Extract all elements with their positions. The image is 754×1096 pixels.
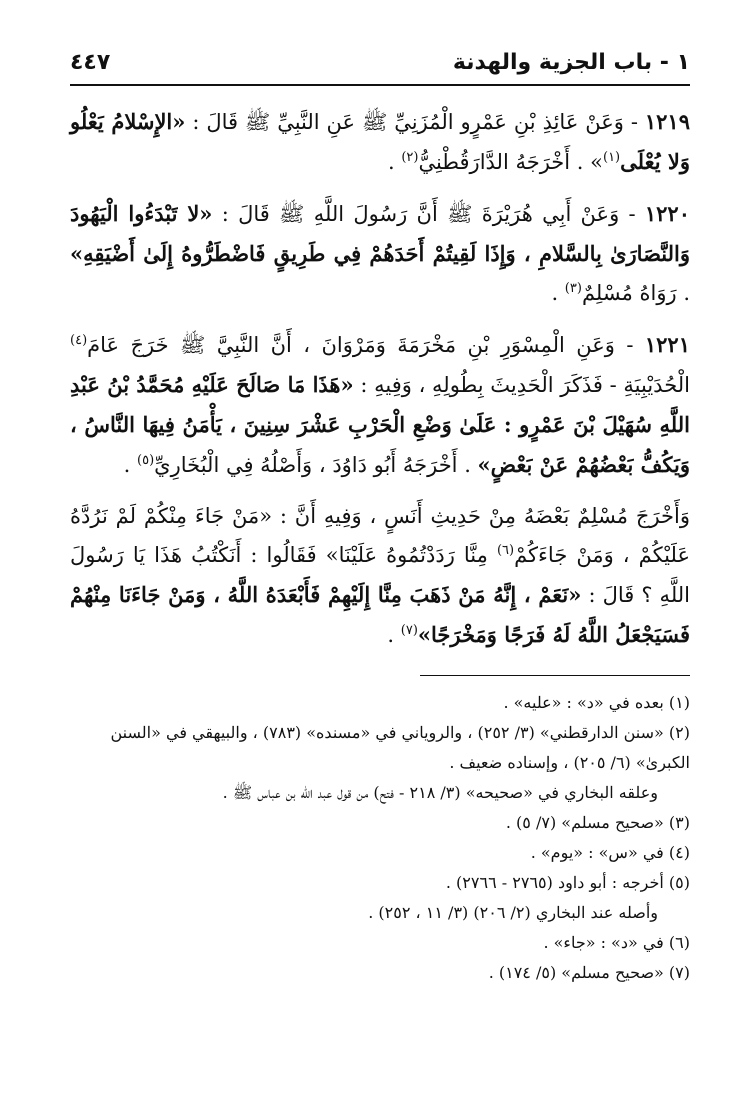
page-header	[70, 40, 690, 86]
footnote-continuation: وأصله عند البخاري (٢/ ٢٠٦) (٣/ ١١ ، ٢٥٢) .	[368, 903, 658, 922]
page-number: ٤٤٧	[70, 50, 111, 75]
main-text	[70, 102, 690, 655]
hadith-1221	[70, 325, 690, 485]
narration-text: مِنَّا رَدَدْتُمُوهُ عَلَيْنَا» فَقَالُوا : أَنَكْتُبُ هَذَا يَا رَسُولَ اللَّهِ ؟ قَالَ :	[70, 543, 691, 607]
footnote-marker: (٦)	[496, 543, 515, 558]
footnote: (٢) «سنن الدارقطني» (٣/ ٢٥٢) ، والروياني في «مسنده» (٧٨٣) ، والبيهقي في «السنن الكبرىٰ» (٦/ ٢٠٥) ، وإسناده ضعيف .	[110, 723, 690, 772]
hadith-text: الْحُدَيْبِيَةِ - فَذَكَرَ الْحَدِيثَ بِطُولِهِ ، وَفِيهِ :	[353, 373, 690, 397]
narration-text: .	[387, 623, 401, 647]
hadith-number: ١٢٢٠	[644, 201, 690, 226]
footnote: (٣) «صحيح مسلم» (٧/ ٥) .	[505, 813, 690, 832]
footnote-marker: (١)	[602, 150, 621, 165]
footnote: (٧) «صحيح مسلم» (٥/ ١٧٤) .	[488, 963, 690, 982]
hadith-text: . رَوَاهُ مُسْلِمٌ	[581, 281, 690, 305]
hadith-1219	[70, 102, 690, 182]
hadith-quote: «الإِسْلامُ يَعْلُو وَلا يُعْلَى	[70, 109, 690, 174]
narration-text: وَأَخْرَجَ مُسْلِمٌ بَعْضَهُ مِنْ حَدِيثِ أَنَسٍ ، وَفِيهِ أَنَّ : «مَنْ جَاءَ مِنْكُمْ لَمْ نَرُدَّهُ عَلَيْكُمْ ، وَمَنْ جَاءَكُمْ	[70, 504, 690, 567]
hadith-text: . أَخْرَجَهُ أَبُو دَاوُدَ ، وَأَصْلُهُ فِي الْبُخَارِيِّ	[154, 453, 478, 477]
footnote-marker: (٢)	[401, 150, 419, 165]
hadith-text: - وَعَنْ أَبِي هُرَيْرَةَ ﷺ أَنَّ رَسُولَ اللَّهِ ﷺ قَالَ :	[212, 202, 645, 226]
section-title: ١ - باب الجزية والهدنة	[452, 50, 690, 75]
hadith-text: .	[551, 281, 565, 305]
footnote: (١) بعده في «د» : «عليه» .	[503, 693, 690, 712]
hadith-quote: «لا تَبْدَءُوا الْيَهُودَ وَالنَّصَارَىٰ بِالسَّلامِ ، وَإِذَا لَقِيتُمْ أَحَدَهُمْ فِي طَرِيقٍ فَاضْطَرُّوهُ إِلَىٰ أَضْيَقِهِ»	[70, 201, 690, 266]
hadith-number: ١٢١٩	[644, 109, 690, 134]
footnote-marker: (٣)	[564, 281, 582, 296]
muslim-narration	[70, 497, 690, 655]
hadith-text: - وَعَنْ عَائِذِ بْنِ عَمْرٍو الْمُزَنِيِّ ﷺ عَنِ النَّبِيِّ ﷺ قَالَ :	[185, 110, 645, 134]
footnote-continuation: وعلقه البخاري في «صحيحه» (٣/ ٢١٨ - فتح) من قول عبد الله بن عباس ﷺ .	[222, 783, 658, 802]
footnote-marker: (٥)	[137, 453, 155, 468]
hadith-quote: «نَعَمْ ، إِنَّهُ مَنْ ذَهَبَ مِنَّا إِلَيْهِمْ فَأَبْعَدَهُ اللَّهُ ، وَمَنْ جَاءَنَا مِنْهُمْ فَسَيَجْعَلُ اللَّهُ لَهُ فَرَجًا وَمَخْرَجًا»	[70, 582, 690, 647]
book-page	[70, 40, 690, 988]
footnote: (٤) في «س» : «يوم» .	[530, 843, 690, 862]
hadith-1220	[70, 194, 690, 313]
footnote-divider	[420, 675, 690, 676]
hadith-text: » . أَخْرَجَهُ الدَّارَقُطْنِيُّ	[418, 150, 603, 174]
hadith-text: .	[387, 150, 402, 174]
footnote: (٥) أخرجه : أبو داود (٢٧٦٥ - ٢٧٦٦) .	[445, 873, 690, 892]
hadith-text: - وَعَنِ الْمِسْوَرِ بْنِ مَخْرَمَةَ وَمَرْوَانَ ، أَنَّ النَّبِيَّ ﷺ خَرَجَ عَامَ	[87, 333, 645, 357]
footnote-marker: (٧)	[400, 623, 418, 638]
footnotes	[70, 688, 690, 988]
footnote: (٦) في «د» : «جاء» .	[543, 933, 690, 952]
hadith-text: .	[123, 453, 138, 477]
hadith-quote: «هَذَا مَا صَالَحَ عَلَيْهِ مُحَمَّدُ بْنُ عَبْدِ اللَّهِ سُهَيْلَ بْنَ عَمْرٍو : عَلَىٰ وَضْعِ الْحَرْبِ عَشْرَ سِنِينَ ، يَأْمَنُ فِيهَا النَّاسُ ، وَيَكُفُّ بَعْضُهُمْ عَنْ بَعْضٍ»	[70, 372, 690, 477]
footnote-marker: (٤)	[70, 333, 88, 348]
hadith-number: ١٢٢١	[644, 332, 690, 357]
